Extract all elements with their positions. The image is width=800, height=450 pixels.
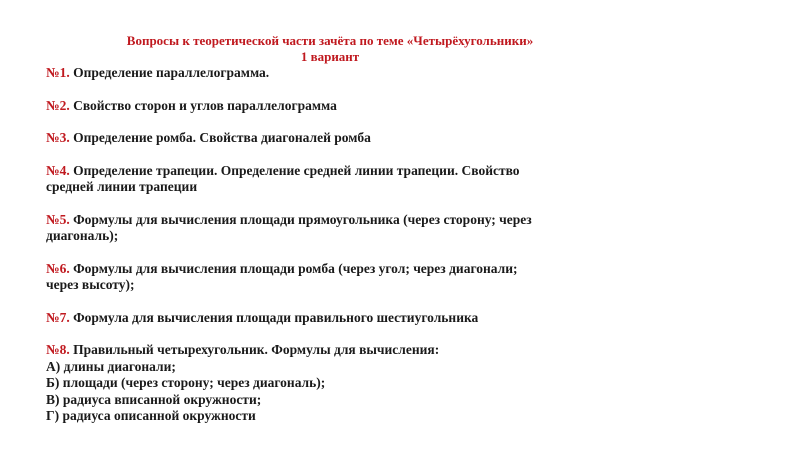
question-text: Определение параллелограмма.: [73, 65, 270, 80]
question-8: [46, 342, 766, 425]
question-6: [46, 261, 766, 294]
question-number: №5.: [46, 211, 70, 227]
question-text: Правильный четырехугольник. Формулы для вычисления:: [73, 342, 440, 357]
question-text-cont: через высоту);: [46, 277, 135, 292]
question-number: №7.: [46, 309, 70, 325]
question-text: Определение трапеции. Определение средней линии трапеции. Свойство: [73, 162, 520, 178]
question-3: [46, 130, 766, 147]
question-number: №4.: [46, 162, 70, 178]
sub-item-a: А) длины диагонали;: [46, 358, 176, 374]
question-text: Свойство сторон и углов параллелограмма: [73, 97, 337, 113]
question-5: [46, 212, 766, 245]
sub-item-d: Г) радиуса описанной окружности: [46, 408, 256, 423]
question-number: №3.: [46, 130, 70, 145]
question-2: [46, 98, 766, 115]
question-number: №8.: [46, 342, 70, 357]
sub-item-c: В) радиуса вписанной окружности;: [46, 391, 262, 407]
question-text: Формула для вычисления площади правильного шестиугольника: [73, 309, 479, 325]
question-text: Определение ромба. Свойства диагоналей ромба: [73, 130, 371, 145]
question-text-cont: диагональ);: [46, 228, 119, 243]
question-1: [46, 65, 766, 82]
question-number: №1.: [46, 65, 70, 80]
document-title: Вопросы к теоретической части зачёта по теме «Четырёхугольники»: [126, 33, 534, 48]
question-text: Формулы для вычисления площади прямоугольника (через сторону; через: [73, 211, 532, 227]
questions-list: [46, 65, 766, 441]
question-text-cont: средней линии трапеции: [46, 179, 198, 194]
variant-label: 1 вариант: [300, 49, 360, 64]
question-number: №2.: [46, 97, 70, 113]
question-number: №6.: [46, 260, 70, 276]
sub-item-b: Б) площади (через сторону; через диагональ);: [46, 375, 326, 390]
question-4: [46, 163, 766, 196]
question-7: [46, 310, 766, 327]
question-text: Формулы для вычисления площади ромба (через угол; через диагонали;: [73, 260, 518, 276]
